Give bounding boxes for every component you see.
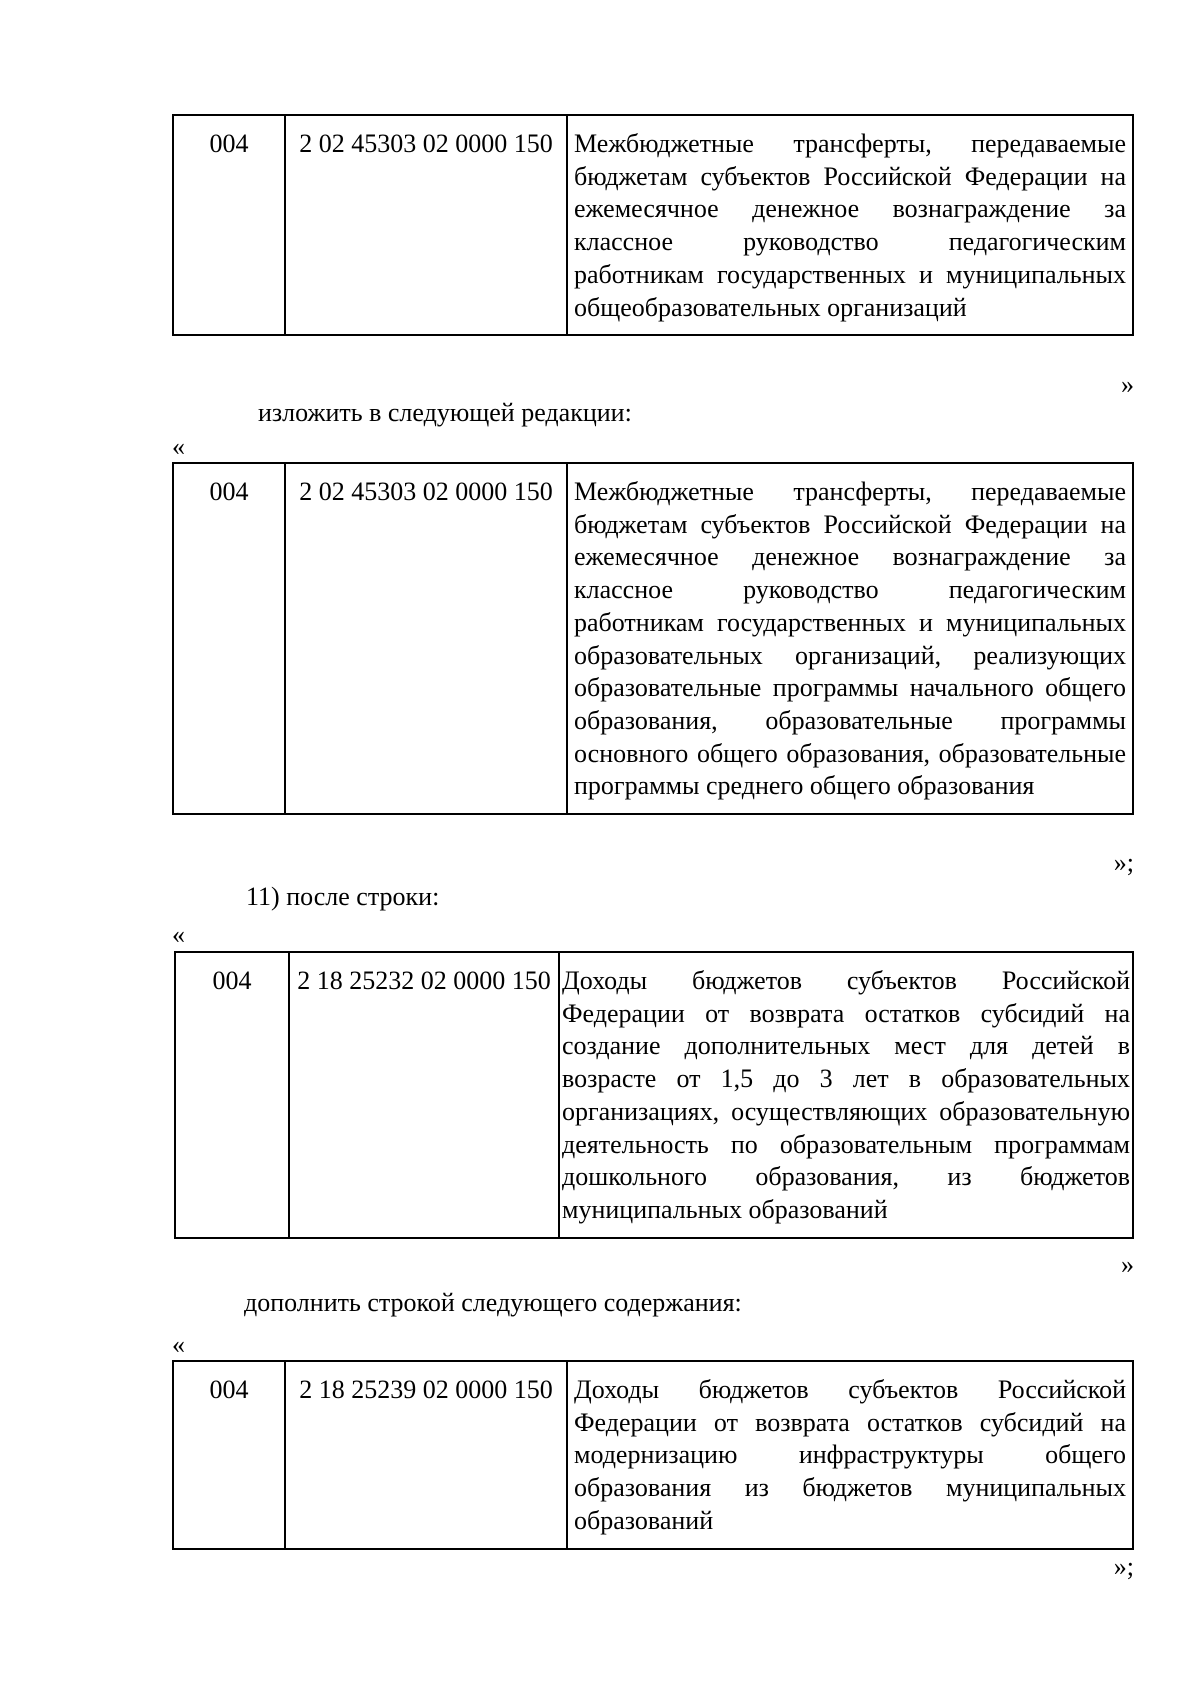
instruction-paragraph-1: изложить в следующей редакции: bbox=[258, 398, 632, 427]
table-row bbox=[173, 463, 1133, 814]
table-block-1 bbox=[172, 114, 1134, 336]
kbk-code-cell: 2 18 25239 02 0000 150 bbox=[285, 1361, 567, 1549]
description-cell: Межбюджетные трансферты, передаваемые бюджетам субъектов Российской Федерации на ежемесячное денежное вознаграждение за классное руководство педагогическим работникам государственных и муниципальных образовательных организаций, реализующих образовательные программы начального общего образования, образовательные программы основного общего образования, образовательные программы среднего общего образования bbox=[567, 463, 1133, 814]
table-row bbox=[175, 952, 1133, 1238]
admin-code-cell: 004 bbox=[173, 1361, 285, 1549]
budget-table-4 bbox=[172, 1360, 1134, 1550]
admin-code-cell: 004 bbox=[173, 115, 285, 335]
description-cell: Межбюджетные трансферты, передаваемые бюджетам субъектов Российской Федерации на ежемесячное денежное вознаграждение за классное руководство педагогическим работникам государственных и муниципальных общеобразовательных организаций bbox=[567, 115, 1133, 335]
instruction-paragraph-3: дополнить строкой следующего содержания: bbox=[244, 1288, 742, 1317]
admin-code-cell: 004 bbox=[175, 952, 289, 1238]
admin-code-cell: 004 bbox=[173, 463, 285, 814]
kbk-code-cell: 2 02 45303 02 0000 150 bbox=[285, 463, 567, 814]
opening-quote-4: « bbox=[172, 1330, 185, 1359]
budget-table-2 bbox=[172, 462, 1134, 815]
budget-table-3 bbox=[174, 951, 1134, 1239]
budget-table-1 bbox=[172, 114, 1134, 336]
kbk-code-cell: 2 18 25232 02 0000 150 bbox=[289, 952, 559, 1238]
opening-quote-3: « bbox=[172, 920, 185, 949]
table-row bbox=[173, 115, 1133, 335]
kbk-code-cell: 2 02 45303 02 0000 150 bbox=[285, 115, 567, 335]
closing-quote-4: »; bbox=[1113, 1552, 1134, 1581]
description-cell: Доходы бюджетов субъектов Российской Федерации от возврата остатков субсидий на создание дополнительных мест для детей в возрасте от 1,5 до 3 лет в образовательных организациях, осуществляющих образовательную деятельность по образовательным программам дошкольного образования, из бюджетов муниципальных образований bbox=[559, 952, 1133, 1238]
table-block-3 bbox=[174, 951, 1134, 1239]
description-cell: Доходы бюджетов субъектов Российской Федерации от возврата остатков субсидий на модернизацию инфраструктуры общего образования из бюджетов муниципальных образований bbox=[567, 1361, 1133, 1549]
closing-quote-1: » bbox=[1121, 370, 1134, 399]
instruction-paragraph-2: 11) после строки: bbox=[246, 882, 440, 911]
closing-quote-3: » bbox=[1121, 1250, 1134, 1279]
opening-quote-2: « bbox=[172, 432, 185, 461]
table-row bbox=[173, 1361, 1133, 1549]
closing-quote-2: »; bbox=[1113, 848, 1134, 877]
table-block-2 bbox=[172, 462, 1134, 815]
table-block-4 bbox=[172, 1360, 1134, 1550]
